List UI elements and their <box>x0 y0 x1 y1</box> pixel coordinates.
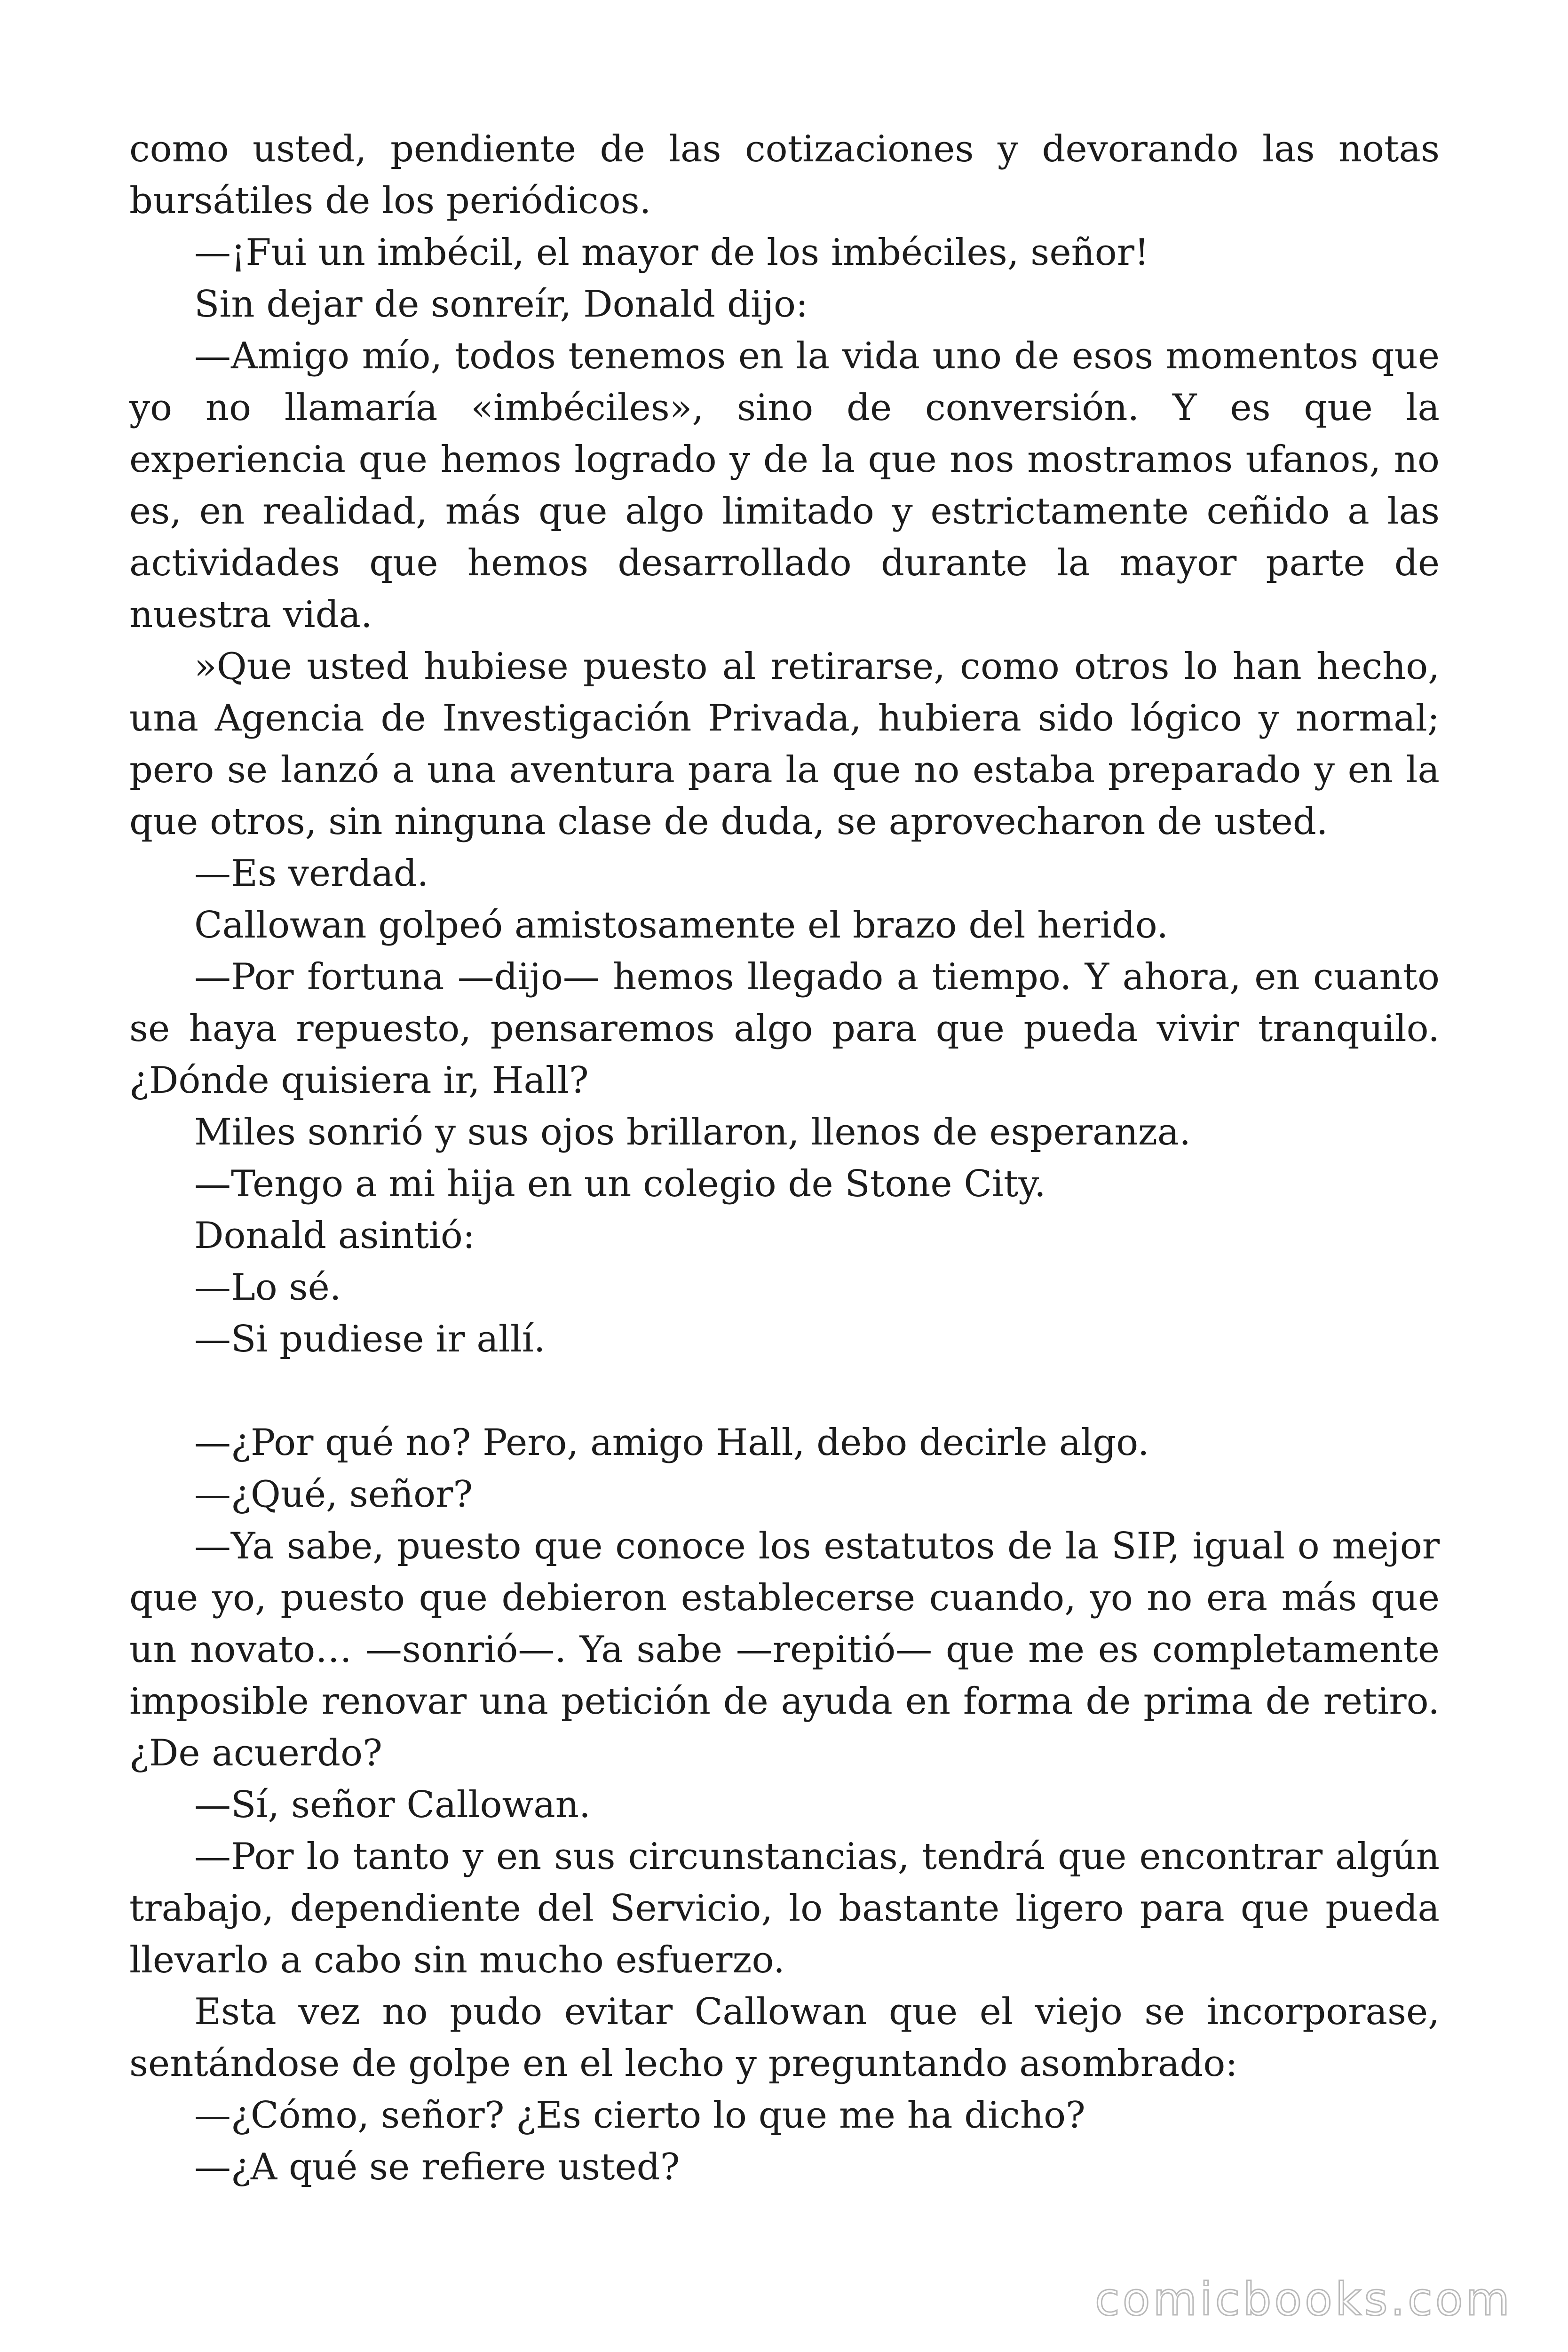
paragraph: como usted, pendiente de las cotizaciones y devorando las notas bursátiles de los periódicos. <box>129 128 1440 222</box>
paragraph: —¿A qué se refiere usted? <box>194 2146 680 2188</box>
paragraph: —¿Por qué no? Pero, amigo Hall, debo decirle algo. <box>194 1422 1149 1464</box>
paragraph: —Amigo mío, todos tenemos en la vida uno de esos momentos que yo no llamaría «imbéciles», sino de conversión. Y es que la experiencia que hemos logrado y de la que nos mostramos ufanos, no es, en realidad, más que algo limitado y estrictamente ceñido a las actividades que hemos desarrollado durante la mayor parte de nuestra vida. <box>129 335 1440 636</box>
paragraph: —Sí, señor Callowan. <box>194 1784 591 1826</box>
paragraph: —Lo sé. <box>194 1266 341 1309</box>
paragraph: —¡Fui un imbécil, el mayor de los imbéciles, señor! <box>194 231 1149 274</box>
paragraph: —Por fortuna —dijo— hemos llegado a tiempo. Y ahora, en cuanto se haya repuesto, pensaremos algo para que pueda vivir tranquilo. ¿Dónde quisiera ir, Hall? <box>129 956 1440 1102</box>
paragraph: Esta vez no pudo evitar Callowan que el viejo se incorporase, sentándose de golpe en el lecho y preguntando asombrado: <box>129 1991 1440 2085</box>
paragraph: Miles sonrió y sus ojos brillaron, llenos de esperanza. <box>194 1111 1191 1153</box>
paragraph: Donald asintió: <box>194 1215 475 1257</box>
paragraph: —Si pudiese ir allí. <box>194 1318 546 1360</box>
section-break <box>129 1365 1440 1417</box>
paragraph: —Tengo a mi hija en un colegio de Stone City. <box>194 1163 1046 1205</box>
paragraph: —¿Cómo, señor? ¿Es cierto lo que me ha dicho? <box>194 2094 1085 2137</box>
paragraph: —Ya sabe, puesto que conoce los estatutos de la SIP, igual o mejor que yo, puesto que debieron establecerse cuando, yo no era más que un novato… —sonrió—. Ya sabe —repitió— que me es completamente imposible renovar una petición de ayuda en forma de prima de retiro. ¿De acuerdo? <box>129 1525 1440 1774</box>
watermark: comicbooks.com <box>1094 2273 1513 2326</box>
paragraph: —Por lo tanto y en sus circunstancias, tendrá que encontrar algún trabajo, dependiente del Servicio, lo bastante ligero para que pueda llevarlo a cabo sin mucho esfuerzo. <box>129 1836 1440 1981</box>
paragraph: Callowan golpeó amistosamente el brazo del herido. <box>194 904 1169 946</box>
paragraph: Sin dejar de sonreír, Donald dijo: <box>194 283 808 326</box>
paragraph: —¿Qué, señor? <box>194 1473 473 1516</box>
paragraph: —Es verdad. <box>194 852 429 895</box>
paragraph: »Que usted hubiese puesto al retirarse, como otros lo han hecho, una Agencia de Investigación Privada, hubiera sido lógico y normal; pero se lanzó a una aventura para la que no estaba preparado y en la que otros, sin ninguna clase de duda, se aprovecharon de usted. <box>129 645 1440 843</box>
page-body <box>129 123 1440 2193</box>
